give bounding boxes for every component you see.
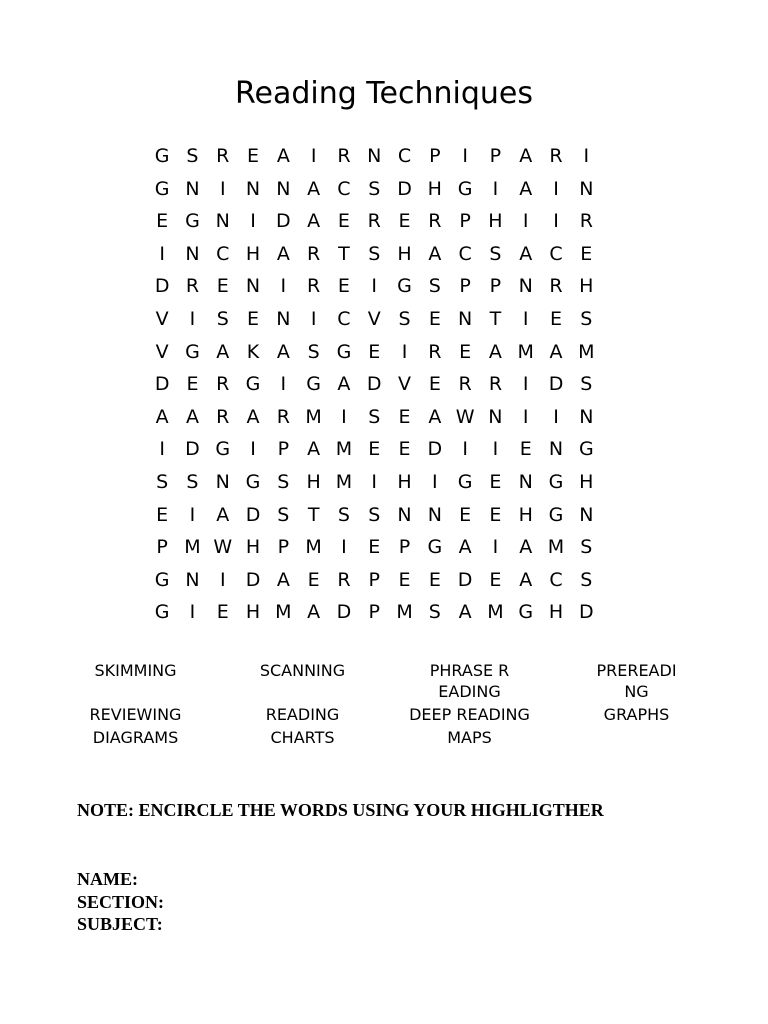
grid-letter: M [487, 601, 504, 624]
grid-letter: A [276, 242, 290, 265]
grid-letter: I [159, 438, 165, 461]
grid-letter: R [307, 242, 321, 265]
grid-letter: G [427, 536, 443, 559]
grid-letter: M [275, 601, 292, 624]
grid-letter: S [580, 373, 593, 396]
grid-letter: P [429, 145, 441, 167]
grid-letter: N [397, 503, 412, 526]
page-title: Reading Techniques [235, 76, 533, 111]
grid-letter: E [428, 307, 441, 330]
grid-letter: A [307, 177, 321, 200]
grid-letter: S [307, 340, 320, 363]
grid-letter: R [428, 340, 442, 363]
grid-letter: A [458, 601, 472, 624]
grid-letter: I [341, 536, 347, 559]
grid-letter: A [307, 601, 321, 624]
grid-letter: E [459, 340, 472, 363]
grid-letter: S [428, 601, 441, 624]
grid-letter: S [428, 275, 441, 298]
word-list-item: DEEP READING [409, 705, 530, 724]
grid-letter: G [185, 340, 200, 363]
grid-letter: N [276, 177, 291, 200]
grid-letter: D [185, 438, 200, 461]
name-field-label: NAME: [77, 869, 138, 889]
grid-letter: I [219, 568, 226, 591]
grid-letter: I [280, 373, 287, 396]
grid-letter: N [185, 568, 200, 591]
grid-letter: N [245, 177, 261, 200]
grid-letter: P [398, 536, 411, 559]
grid-letter: A [216, 503, 230, 526]
grid-letter: H [397, 242, 412, 265]
grid-letter: E [216, 275, 229, 298]
grid-letter: G [154, 568, 170, 591]
grid-letter: P [368, 601, 380, 624]
grid-letter: G [518, 601, 534, 624]
grid-letter: R [276, 405, 290, 428]
grid-letter: S [337, 503, 350, 526]
grid-letter: N [518, 470, 533, 493]
grid-letter: I [553, 210, 559, 233]
grid-letter: E [398, 405, 411, 428]
grid-letter: A [519, 177, 533, 200]
grid-letter: S [368, 503, 381, 526]
grid-letter: P [277, 438, 290, 461]
grid-letter: S [186, 470, 199, 493]
grid-letter: I [432, 470, 438, 493]
grid-letter: N [518, 275, 533, 298]
grid-letter: G [215, 438, 231, 461]
grid-letter: G [548, 470, 564, 493]
grid-letter: R [549, 275, 563, 298]
grid-letter: W [455, 405, 475, 428]
grid-letter: R [458, 373, 472, 396]
grid-letter: V [155, 307, 169, 330]
grid-letter: E [368, 536, 381, 559]
grid-letter: G [457, 470, 473, 493]
grid-letter: S [580, 568, 593, 591]
grid-letter: I [250, 210, 256, 233]
grid-letter: I [583, 145, 590, 167]
grid-letter: D [276, 210, 291, 233]
grid-letter: E [398, 568, 411, 591]
grid-letter: V [367, 307, 381, 330]
grid-letter: D [245, 568, 261, 591]
word-list-item: SKIMMING [94, 661, 177, 680]
grid-letter: G [336, 340, 352, 363]
grid-letter: H [306, 470, 321, 493]
grid-letter: P [459, 275, 471, 298]
grid-letter: E [580, 242, 593, 265]
grid-letter: A [519, 536, 533, 559]
grid-letter: N [215, 210, 230, 233]
grid-letter: D [457, 568, 473, 591]
grid-letter: E [368, 438, 381, 461]
grid-letter: D [397, 177, 412, 200]
grid-letter: K [246, 340, 260, 363]
grid-letter: E [337, 210, 350, 233]
grid-letter: N [458, 307, 473, 330]
grid-letter: I [189, 307, 196, 330]
grid-letter: S [368, 177, 381, 200]
grid-letter: N [276, 307, 291, 330]
grid-letter: I [522, 307, 529, 330]
grid-letter: D [245, 503, 261, 526]
grid-letter: P [459, 210, 471, 233]
grid-letter: N [185, 242, 200, 265]
grid-letter: A [276, 568, 290, 591]
grid-letter: M [396, 601, 413, 624]
grid-letter: S [216, 307, 229, 330]
grid-letter: S [580, 307, 593, 330]
grid-letter: D [154, 373, 170, 396]
grid-letter: A [246, 405, 260, 428]
grid-letter: I [310, 307, 317, 330]
word-list [52, 660, 720, 748]
grid-letter: M [335, 438, 353, 461]
grid-letter: N [488, 405, 503, 428]
grid-letter: N [579, 177, 594, 200]
grid-letter: R [549, 145, 563, 167]
grid-letter: G [185, 210, 200, 233]
grid-letter: E [489, 503, 502, 526]
grid-letter: A [216, 340, 230, 363]
grid-letter: G [548, 503, 564, 526]
grid-letter: P [489, 275, 502, 298]
grid-letter: E [459, 503, 472, 526]
grid-letter: S [368, 405, 381, 428]
grid-letter: A [549, 340, 563, 363]
grid-letter: C [549, 568, 563, 591]
grid-letter: N [579, 405, 594, 428]
grid-letter: N [215, 470, 230, 493]
grid-letter: E [489, 568, 502, 591]
grid-letter: D [578, 601, 594, 624]
grid-letter: I [553, 405, 559, 428]
grid-letter: I [371, 470, 378, 493]
grid-letter: A [428, 242, 442, 265]
grid-letter: R [337, 568, 351, 591]
grid-letter: H [488, 210, 503, 233]
grid-letter: N [185, 177, 200, 200]
grid-letter: H [245, 601, 261, 624]
grid-letter: E [398, 210, 411, 233]
grid-letter: G [245, 373, 261, 396]
word-list-item: MAPS [447, 728, 492, 747]
grid-letter: T [307, 503, 320, 526]
grid-letter: E [550, 307, 563, 330]
grid-letter: M [305, 405, 322, 428]
grid-letter: E [337, 275, 350, 298]
grid-letter: A [185, 405, 199, 428]
grid-letter: H [579, 275, 594, 298]
grid-letter: H [397, 470, 412, 493]
grid-letter: M [335, 470, 353, 493]
grid-letter: R [488, 373, 503, 396]
grid-letter: S [186, 145, 199, 167]
grid-letter: V [155, 340, 169, 363]
grid-letter: E [247, 307, 260, 330]
grid-letter: G [457, 177, 473, 200]
grid-letter: I [159, 242, 165, 265]
grid-letter: R [185, 275, 200, 298]
grid-letter: R [216, 373, 230, 396]
grid-letter: A [458, 536, 472, 559]
grid-letter: D [154, 275, 170, 298]
grid-letter: I [371, 275, 378, 298]
grid-letter: M [578, 340, 595, 363]
grid-letter: A [488, 340, 502, 363]
grid-letter: E [428, 568, 441, 591]
grid-letter: C [397, 145, 412, 167]
grid-letter: W [213, 536, 233, 559]
grid-letter: G [578, 438, 594, 461]
grid-letter: A [276, 340, 290, 363]
grid-letter: I [280, 275, 287, 298]
word-list-item: REVIEWING [89, 705, 182, 724]
grid-letter: I [219, 177, 226, 200]
grid-letter: I [310, 145, 317, 167]
grid-letter: M [184, 536, 201, 559]
grid-letter: M [305, 536, 322, 559]
grid-letter: E [156, 210, 169, 233]
grid-letter: A [519, 145, 533, 167]
grid-letter: H [245, 536, 261, 559]
grid-letter: I [462, 438, 468, 461]
grid-letter: E [368, 340, 381, 363]
grid-letter: V [398, 373, 412, 396]
grid-letter: P [489, 145, 502, 167]
grid-letter: S [277, 470, 290, 493]
grid-letter: D [336, 601, 352, 624]
word-list-item: READING [265, 705, 340, 724]
grid-letter: N [427, 503, 442, 526]
grid-letter: A [307, 210, 321, 233]
grid-letter: I [462, 145, 468, 167]
grid-letter: A [276, 145, 290, 167]
grid-letter: E [247, 145, 260, 167]
grid-letter: A [519, 242, 533, 265]
grid-letter: G [397, 275, 412, 298]
grid-letter: N [367, 145, 382, 167]
word-list-item: SCANNING [259, 661, 346, 680]
instruction-note: NOTE: ENCIRCLE THE WORDS USING YOUR HIGHLIGTHER [77, 800, 604, 820]
grid-letter: R [216, 145, 230, 167]
grid-letter: M [547, 536, 565, 559]
grid-letter: I [492, 177, 499, 200]
grid-letter: I [189, 503, 196, 526]
grid-letter: H [427, 177, 442, 200]
grid-letter: I [492, 438, 499, 461]
grid-letter: T [338, 242, 350, 265]
grid-letter: A [337, 373, 351, 396]
grid-letter: I [189, 601, 196, 624]
section-field-label: SECTION: [77, 891, 165, 912]
grid-letter: C [216, 242, 230, 265]
grid-letter: R [337, 145, 351, 167]
grid-letter: P [368, 568, 380, 591]
grid-letter: T [489, 307, 502, 330]
grid-letter: C [337, 307, 351, 330]
grid-letter: A [307, 438, 321, 461]
grid-letter: N [245, 275, 261, 298]
grid-letter: I [401, 340, 408, 363]
grid-letter: D [548, 373, 564, 396]
student-info-fields [77, 868, 164, 936]
grid-letter: I [250, 438, 256, 461]
grid-letter: G [154, 601, 170, 624]
word-list-item: DIAGRAMS [92, 728, 179, 747]
grid-letter: R [579, 210, 593, 233]
grid-letter: P [277, 536, 290, 559]
subject-field-label: SUBJECT: [77, 914, 163, 934]
grid-letter: A [519, 568, 533, 591]
grid-letter: E [156, 503, 169, 526]
grid-letter: E [307, 568, 320, 591]
grid-letter: R [216, 405, 230, 428]
grid-letter: S [368, 242, 381, 265]
grid-letter: H [548, 601, 564, 624]
grid-letter: H [518, 503, 533, 526]
grid-letter: R [428, 210, 442, 233]
grid-letter: I [553, 177, 559, 200]
grid-letter: A [428, 405, 442, 428]
grid-letter: A [155, 405, 169, 428]
grid-letter: I [522, 405, 529, 428]
grid-letter: N [548, 438, 564, 461]
grid-letter: S [398, 307, 411, 330]
word-search-grid [147, 140, 601, 629]
grid-letter: M [517, 340, 534, 363]
grid-letter: E [216, 601, 229, 624]
word-list-item: CHARTS [270, 728, 335, 747]
word-list-item: PHRASE READING [429, 661, 510, 701]
grid-letter: S [156, 470, 169, 493]
grid-letter: D [366, 373, 382, 396]
grid-letter: E [186, 373, 199, 396]
grid-letter: S [277, 503, 290, 526]
grid-letter: C [337, 177, 351, 200]
grid-letter: E [519, 438, 532, 461]
grid-letter: G [154, 145, 170, 167]
grid-letter: I [341, 405, 347, 428]
grid-letter: N [579, 503, 594, 526]
grid-letter: R [367, 210, 381, 233]
grid-letter: D [427, 438, 443, 461]
grid-letter: S [489, 242, 502, 265]
grid-letter: S [580, 536, 593, 559]
grid-letter: H [245, 242, 261, 265]
grid-letter: C [458, 242, 472, 265]
grid-letter: I [492, 536, 499, 559]
grid-letter: E [489, 470, 502, 493]
grid-letter: P [156, 536, 168, 559]
grid-letter: E [428, 373, 441, 396]
grid-letter: G [306, 373, 321, 396]
grid-letter: E [398, 438, 411, 461]
grid-letter: G [245, 470, 261, 493]
word-list-item: GRAPHS [603, 705, 670, 724]
grid-letter: C [549, 242, 563, 265]
grid-letter: R [307, 275, 321, 298]
grid-letter: I [522, 210, 529, 233]
grid-letter: H [579, 470, 594, 493]
grid-letter: I [522, 373, 529, 396]
grid-letter: G [154, 177, 170, 200]
word-list-item: PREREADING [596, 661, 677, 701]
